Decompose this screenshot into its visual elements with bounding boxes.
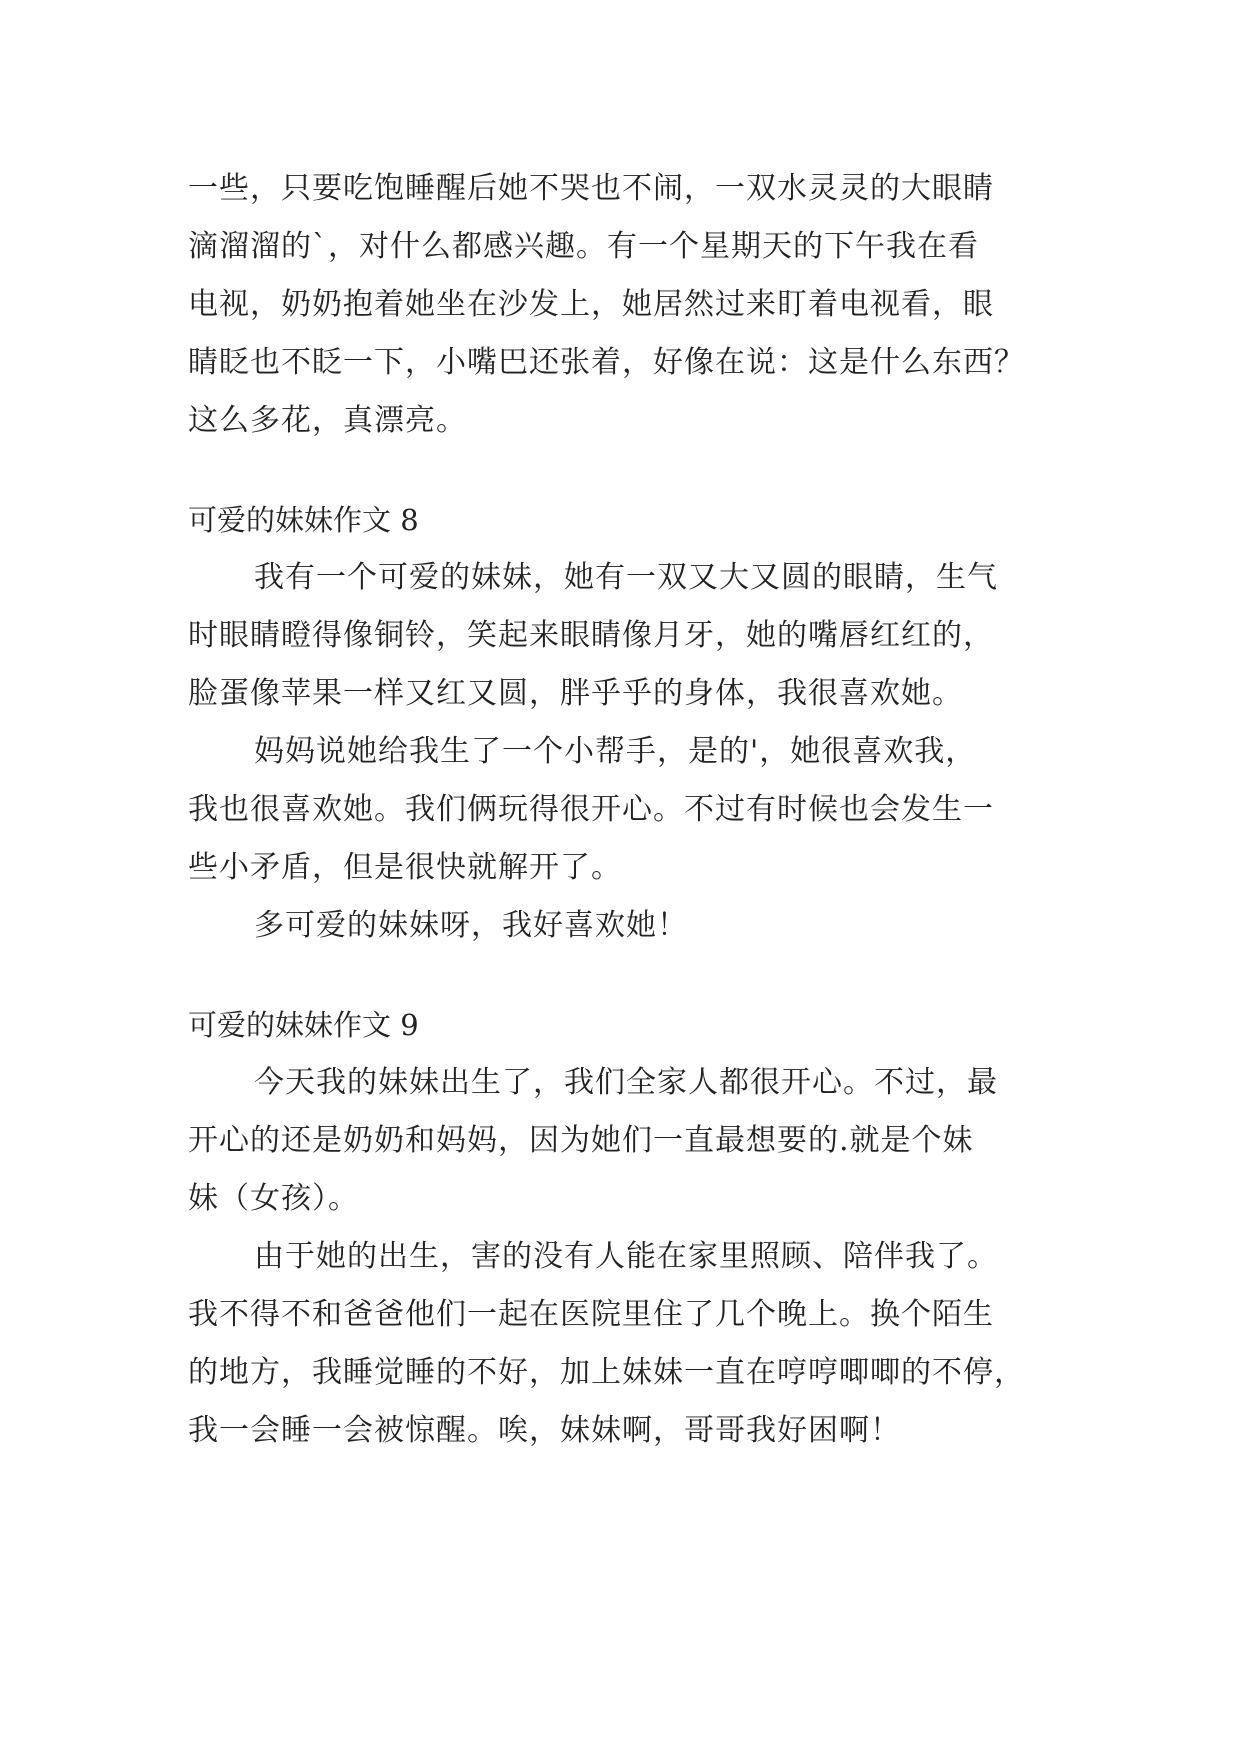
body-line: 睛眨也不眨一下，小嘴巴还张着，好像在说：这是什么东西？ (188, 345, 1025, 380)
body-line: 时眼睛瞪得像铜铃，笑起来眼睛像月牙，她的嘴唇红红的， (188, 618, 994, 653)
body-line: 些小矛盾，但是很快就解开了。 (188, 850, 622, 885)
section-gap (188, 450, 1088, 491)
paragraph-first-line: 由于她的出生，害的没有人能在家里照顾、陪伴我了。 (254, 1239, 998, 1274)
paragraph-first-line: 多可爱的妹妹呀，我好喜欢她！ (254, 908, 688, 943)
body-line: 的地方，我睡觉睡的不好，加上妹妹一直在哼哼唧唧的不停， (188, 1355, 1025, 1390)
body-line: 一些，只要吃饱睡醒后她不哭也不闹，一双水灵灵的大眼睛 (188, 171, 994, 206)
body-line: 我也很喜欢她。我们俩玩得很开心。不过有时候也会发生一 (188, 792, 994, 827)
paragraph-first-line: 今天我的妹妹出生了，我们全家人都很开心。不过，最 (254, 1065, 998, 1100)
section-gap (188, 955, 1088, 996)
body-line: 妹（女孩）。 (188, 1181, 359, 1216)
paragraph-first-line: 妈妈说她给我生了一个小帮手，是的'，她很喜欢我， (254, 734, 977, 769)
body-line: 滴溜溜的`，对什么都感兴趣。有一个星期天的下午我在看 (188, 229, 979, 264)
essay-8-title: 可爱的妹妹作文 8 (188, 503, 419, 537)
paragraph-first-line: 我有一个可爱的妹妹，她有一双又大又圆的眼睛，生气 (254, 560, 998, 595)
body-line: 开心的还是奶奶和妈妈，因为她们一直最想要的.就是个妹 (188, 1123, 974, 1158)
body-line: 脸蛋像苹果一样又红又圆，胖乎乎的身体，我很喜欢她。 (188, 676, 963, 711)
body-line: 我不得不和爸爸他们一起在医院里住了几个晚上。换个陌生 (188, 1297, 994, 1332)
essay-9-title: 可爱的妹妹作文 9 (188, 1008, 419, 1042)
document-body (188, 160, 1088, 1460)
body-line: 电视，奶奶抱着她坐在沙发上，她居然过来盯着电视看，眼 (188, 287, 994, 322)
body-line: 这么多花，真漂亮。 (188, 403, 467, 438)
body-line: 我一会睡一会被惊醒。唉，妹妹啊，哥哥我好困啊！ (188, 1413, 901, 1448)
